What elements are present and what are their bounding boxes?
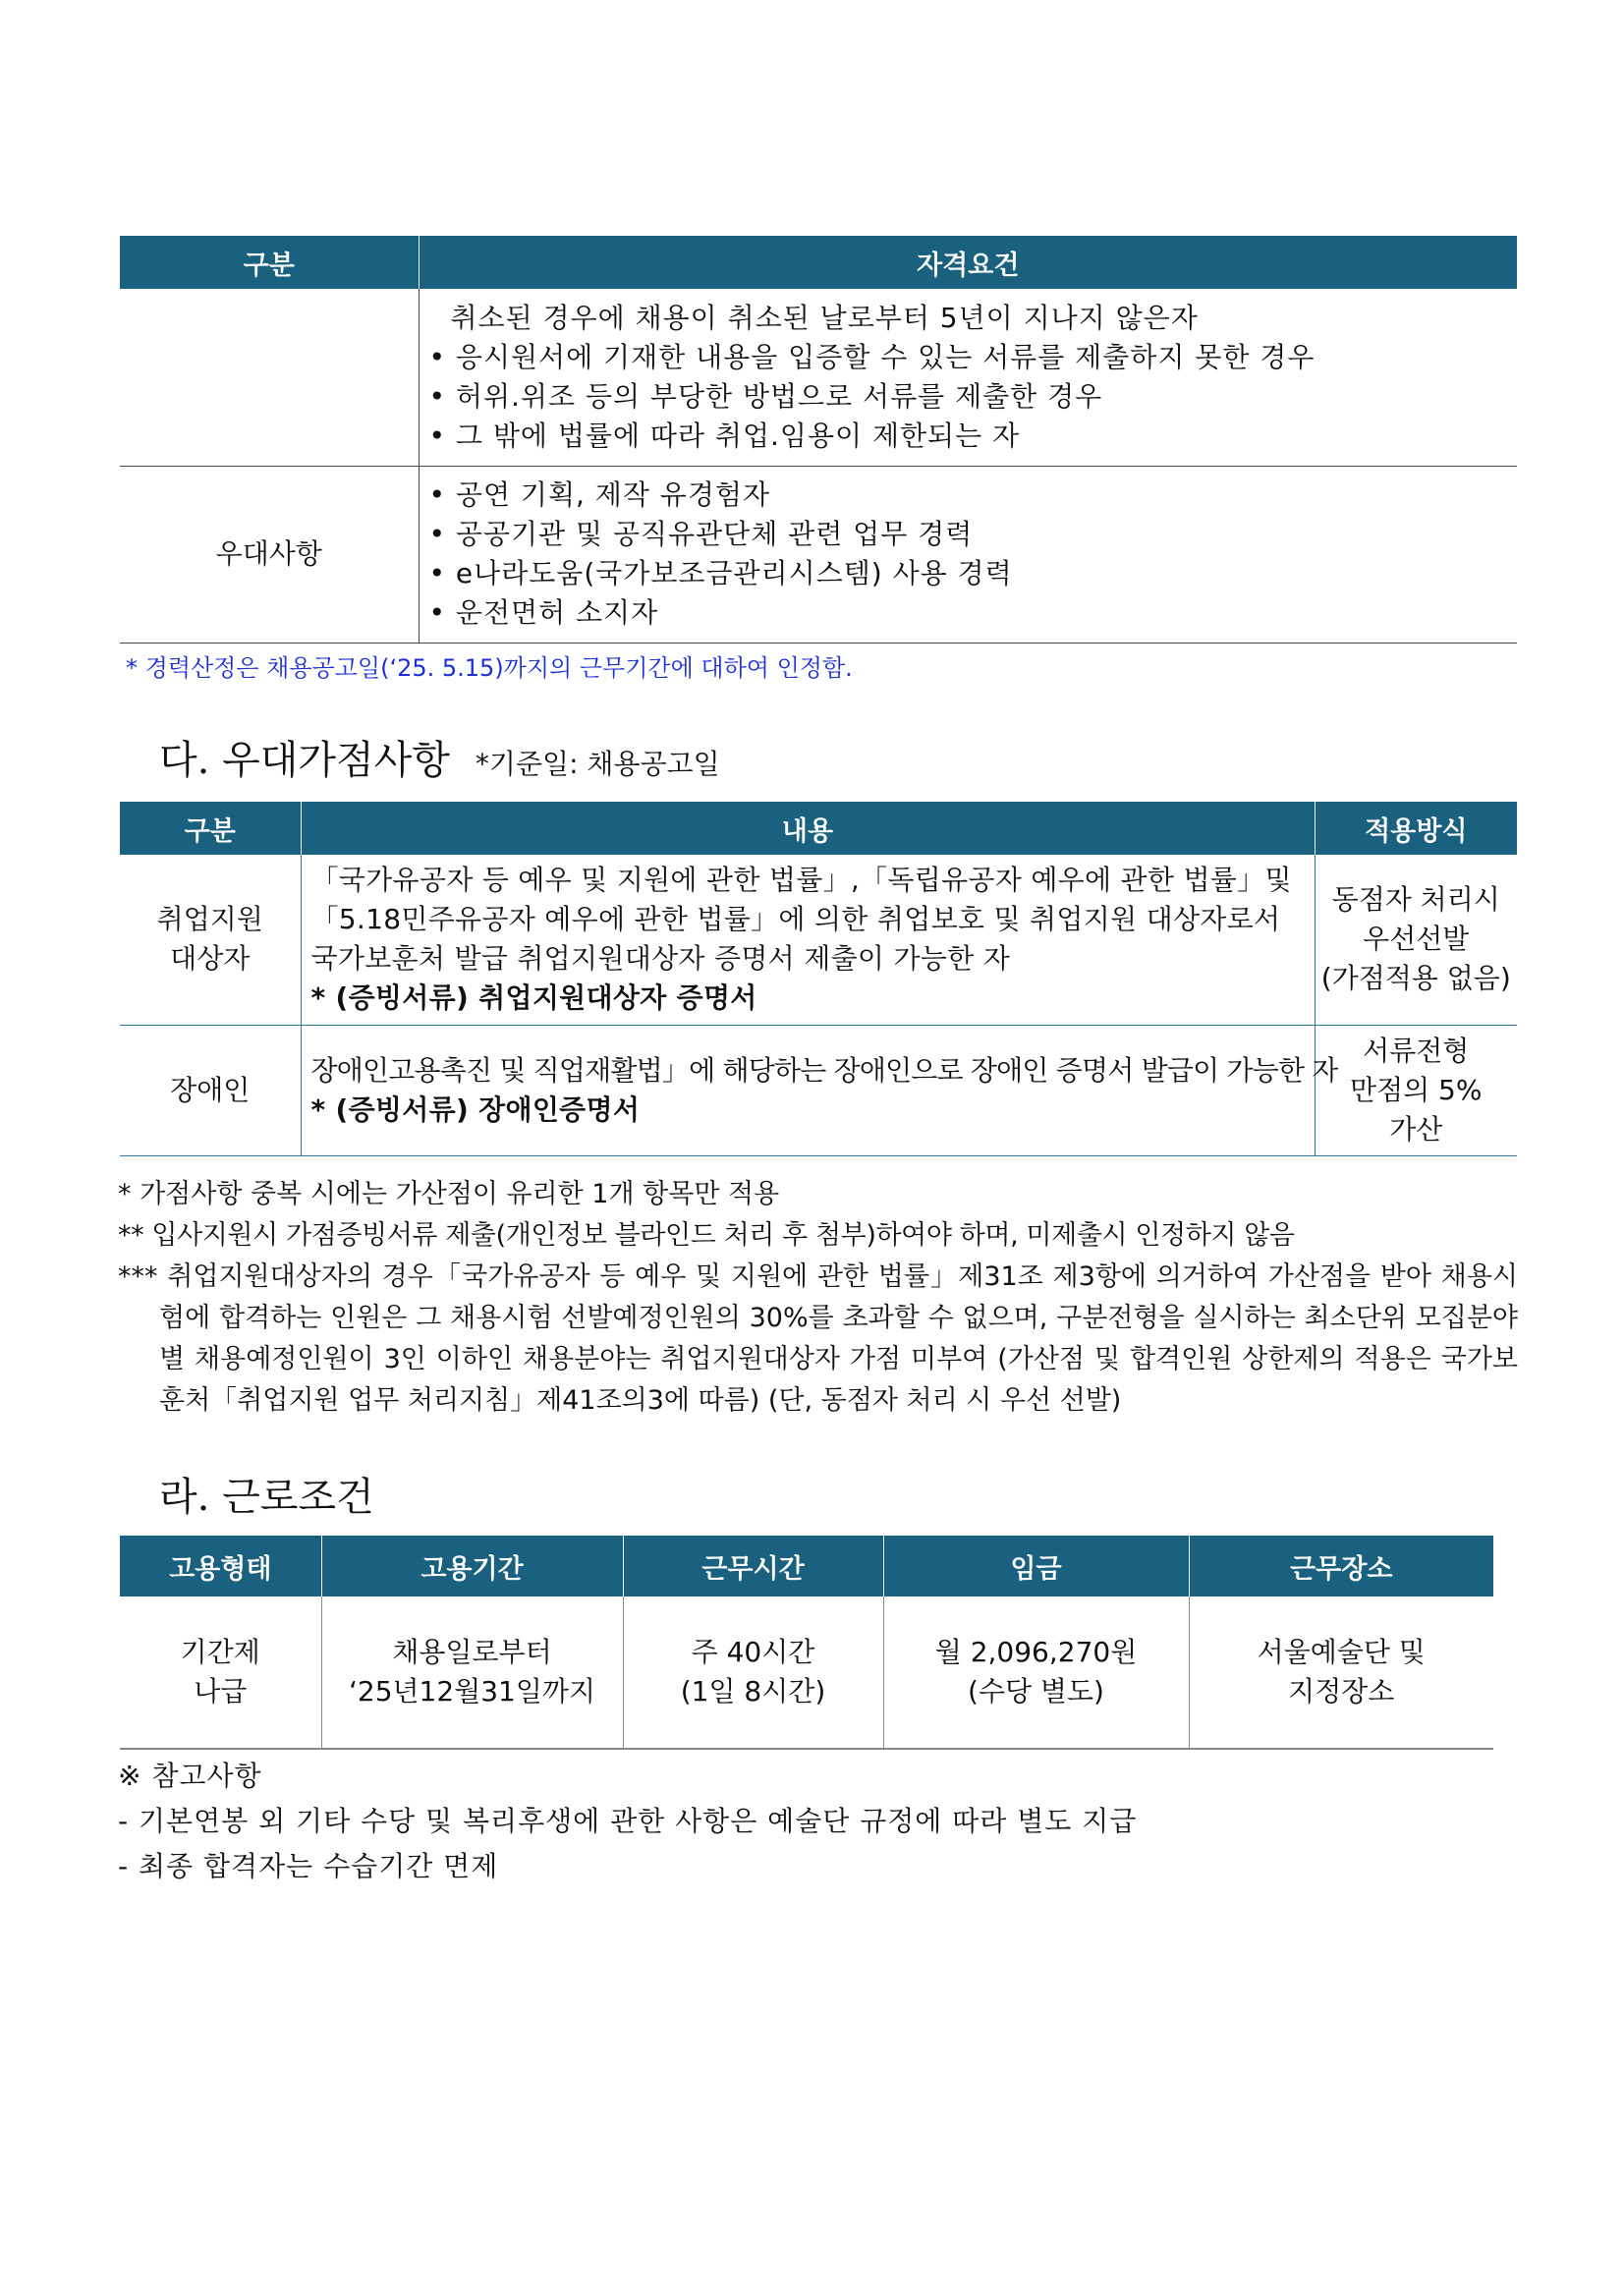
table-row — [120, 1596, 1493, 1749]
employment-type-cell: 기간제 나급 — [120, 1596, 321, 1749]
table-header-row — [120, 236, 1517, 289]
reference-notes — [118, 1754, 1137, 1889]
category-cell-empty — [120, 289, 419, 466]
preference-label: 우대사항 — [120, 466, 419, 643]
reference-item: - 최종 합격자는 수습기간 면제 — [118, 1850, 499, 1882]
note-item: *** 취업지원대상자의 경우「국가유공자 등 예우 및 지원에 관한 법률」제31조 제3항에 의거하여 가산점을 받아 채용시험에 합격하는 인원은 그 채용시험 선발예정인원의 30%를 초과할 수 없으며, 구분전형을 실시하는 최소단위 모집분야별 채용예정인원이 3인 이하인 채용분야는 취업지원대상자 가점 미부여 (가산점 및 합격인원 상한제의 적용은 국가보훈처「취업지원 업무 처리지침」제41조의3에 따름) (단, 동점자 처리 시 우선 선발) — [118, 1261, 1518, 1416]
row-content: 장애인고용촉진 및 직업재활법」에 해당하는 장애인으로 장애인 증명서 발급이 가능한 자 * (증빙서류) 장애인증명서 — [301, 1025, 1315, 1155]
header-employment-period: 고용기간 — [321, 1536, 623, 1596]
header-method: 적용방식 — [1315, 802, 1517, 855]
header-workplace: 근무장소 — [1189, 1536, 1493, 1596]
preference-list — [419, 466, 1517, 643]
bonus-notes — [118, 1174, 1518, 1422]
row-label: 장애인 — [120, 1025, 301, 1155]
row-method: 서류전형 만점의 5% 가산 — [1315, 1025, 1517, 1155]
table-row — [120, 1025, 1517, 1155]
evidence-document: * (증빙서류) 장애인증명서 — [310, 1092, 641, 1126]
list-item: • e나라도움(국가보조금관리시스템) 사용 경력 — [428, 557, 1013, 589]
list-item: • 허위.위조 등의 부당한 방법으로 서류를 제출한 경우 — [428, 379, 1103, 413]
section-heading-ra — [159, 1466, 374, 1522]
row-content: 「국가유공자 등 예우 및 지원에 관한 법률」,「독립유공자 예우에 관한 법률」및 「5.18민주유공자 예우에 관한 법률」에 의한 취업보호 및 취업지원 대상자로서 국가보훈처 발급 취업지원대상자 증명서 제출이 가능한 자 * (증빙서류) 취업지원대상자 증명서 — [301, 855, 1315, 1025]
employment-period-cell: 채용일로부터 ‘25년12월31일까지 — [321, 1596, 623, 1749]
row-label: 취업지원 대상자 — [120, 855, 301, 1025]
bonus-points-table — [120, 802, 1517, 1156]
header-category: 구분 — [120, 236, 419, 289]
section-heading-da — [159, 729, 720, 785]
header-wage: 임금 — [883, 1536, 1189, 1596]
note-item: * 가점사항 중복 시에는 가산점이 유리한 1개 항목만 적용 — [118, 1179, 780, 1209]
header-work-hours: 근무시간 — [623, 1536, 883, 1596]
disqualification-list — [419, 289, 1517, 466]
table-header-row — [120, 802, 1517, 855]
section-subtitle: *기준일: 채용공고일 — [475, 748, 720, 780]
row-method: 동점자 처리시 우선선발 (가점적용 없음) — [1315, 855, 1517, 1025]
list-item: • 공연 기획, 제작 유경험자 — [428, 478, 770, 511]
work-hours-cell: 주 40시간 (1일 8시간) — [623, 1596, 883, 1749]
header-employment-type: 고용형태 — [120, 1536, 321, 1596]
table-header-row — [120, 1536, 1493, 1596]
list-item: • 공공기관 및 공직유관단체 관련 업무 경력 — [428, 518, 974, 550]
section-title: 라. 근로조건 — [159, 1475, 374, 1520]
header-category: 구분 — [120, 802, 301, 855]
table-row — [120, 855, 1517, 1025]
list-item: • 그 밖에 법률에 따라 취업.임용이 제한되는 자 — [428, 419, 1021, 452]
qualification-table — [120, 236, 1517, 644]
list-item: 취소된 경우에 채용이 취소된 날로부터 5년이 지나지 않은자 — [450, 301, 1199, 334]
header-qualification: 자격요건 — [419, 236, 1517, 289]
career-note: * 경력산정은 채용공고일(‘25. 5.15)까지의 근무기간에 대하여 인정함. — [126, 654, 853, 682]
table-row — [120, 289, 1517, 466]
header-content: 내용 — [301, 802, 1315, 855]
reference-item: - 기본연봉 외 기타 수당 및 복리후생에 관한 사항은 예술단 규정에 따라 별도 지급 — [118, 1805, 1138, 1837]
note-item: ** 입사지원시 가점증빙서류 제출(개인정보 블라인드 처리 후 첨부)하여야 하며, 미제출시 인정하지 않음 — [118, 1220, 1295, 1251]
section-title: 다. 우대가점사항 — [159, 738, 450, 783]
reference-title: ※ 참고사항 — [118, 1760, 262, 1792]
table-row — [120, 466, 1517, 643]
work-conditions-table — [120, 1536, 1493, 1750]
list-item: • 응시원서에 기재한 내용을 입증할 수 있는 서류를 제출하지 못한 경우 — [428, 340, 1316, 373]
workplace-cell: 서울예술단 및 지정장소 — [1189, 1596, 1493, 1749]
evidence-document: * (증빙서류) 취업지원대상자 증명서 — [310, 981, 757, 1015]
wage-cell: 월 2,096,270원 (수당 별도) — [883, 1596, 1189, 1749]
list-item: • 운전면허 소지자 — [428, 596, 659, 629]
